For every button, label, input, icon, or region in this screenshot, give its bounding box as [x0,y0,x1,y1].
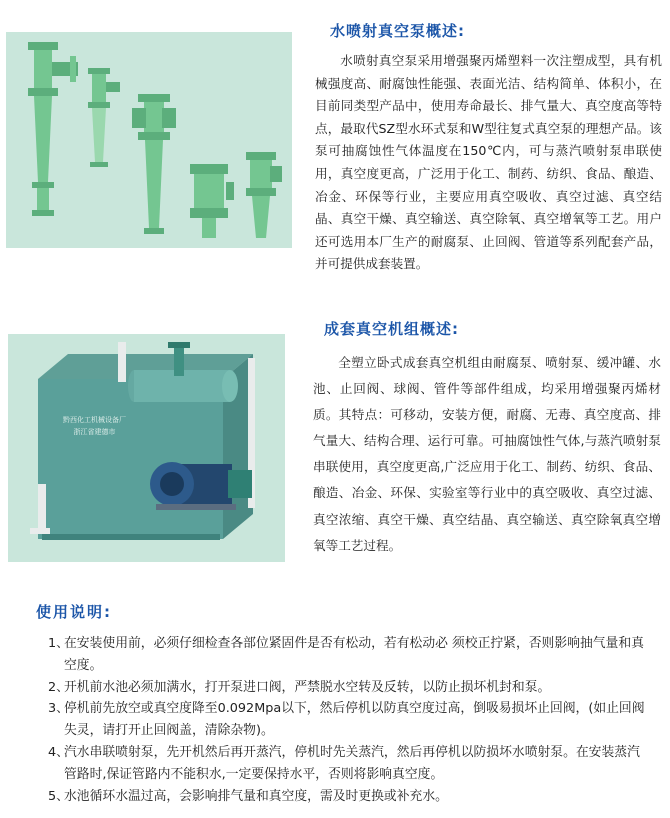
ejector-pump-description [315,50,662,276]
usage-item-text: 开机前水池必须加满水，打开泵进口阀，严禁脱水空转及反转，以防止损坏机封和泵。 [64,679,551,695]
usage-list [20,633,645,807]
usage-item-text: 汽水串联喷射泵，先开机然后再开蒸汽，停机时先关蒸汽，然后再停机以防损坏水喷射泵。在安装蒸汽管路时,保证管路内不能积水,一定要保持水平，否则将影响真空度。 [64,744,640,782]
usage-item-number: 1、 [48,636,69,651]
pump-large-1 [28,42,78,216]
ejector-pumps-illustration [6,32,292,248]
vacuum-unit-illustration [8,334,285,562]
usage-item-number: 4、 [48,744,69,760]
usage-item-number: 5、 [48,788,69,804]
machine-location-label: 浙江省建德市 [73,428,116,436]
usage-item [20,786,645,808]
pump-3 [132,94,176,234]
vacuum-unit-description [313,350,661,559]
vacuum-unit-paragraph: 全塑立卧式成套真空机组由耐腐泵、喷射泵、缓冲罐、水池、止回阀、球阀、管件等部件组成，均采用增强聚丙烯材质。其特点：可移动，安装方便，耐腐、无毒、真空度高、排气量大、结构合理、运行可靠。可抽腐蚀性气体,与蒸汽喷射泵串联使用，真空度更高,广泛应用于化工、制药、纺织、食品、酿造、冶金、环保、实验室等行业中的真空吸收、真空过滤、真空浓缩、真空干燥、真空结晶、真空输送、真空除氧真空增氧等工艺过程。 [313,355,661,553]
usage-item [20,698,645,742]
usage-item-number: 2、 [48,679,69,695]
usage-title: 使用说明: [36,603,112,621]
pump-photo [6,32,292,248]
usage-item-text: 在安装使用前，必须仔细检查各部位紧固件是否有松动，若有松动必 须校正拧紧，否则影响抽气量和真空度。 [64,636,644,673]
vacuum-unit-photo [8,334,285,562]
ejector-pump-paragraph: 水喷射真空泵采用增强聚丙烯塑料一次注塑成型，具有机械强度高、耐腐蚀性能强、表面光洁、结构简单、体积小，在目前同类型产品中，使用寿命最长、排气量大、真空度高等特点，最取代SZ型水环式泵和W型往复式真空泵的理想产品。该泵可抽腐蚀性气体温度在150℃内，可与蒸汽喷射泵串联使用，真空度更高，广泛用于化工、制药、纺织、食品、酿造、冶金、环保等行业，主要应用真空吸收、真空过滤、真空结晶、真空干燥、真空输送、真空除氧、真空增氧等工艺。用户还可选用本厂生产的耐腐泵、止回阀、管道等系列配套产品，并可提供成套装置。 [315,53,662,272]
usage-item-text: 水池循环水温过高，会影响排气量和真空度，需及时更换或补充水。 [64,788,448,804]
section-title-vacuum-unit: 成套真空机组概述: [324,320,459,338]
pump-small-2 [88,68,120,167]
usage-item [20,633,645,677]
pump-5 [246,152,282,238]
section-title-ejector-pump: 水喷射真空泵概述: [330,22,465,40]
usage-item-text: 停机前先放空或真空度降至0.092Mpa以下，然后停机以防真空度过高，倒吸易损坏止回阀，(如止回阀失灵，请打开止回阀盖，清除杂物)。 [64,701,645,739]
usage-item [20,677,645,699]
usage-item-number: 3、 [48,701,69,717]
machine-maker-label: 黔西化工机械设备厂 [63,416,126,424]
machine-label-plate [63,414,126,438]
usage-item [20,742,645,786]
pump-4 [190,164,234,238]
